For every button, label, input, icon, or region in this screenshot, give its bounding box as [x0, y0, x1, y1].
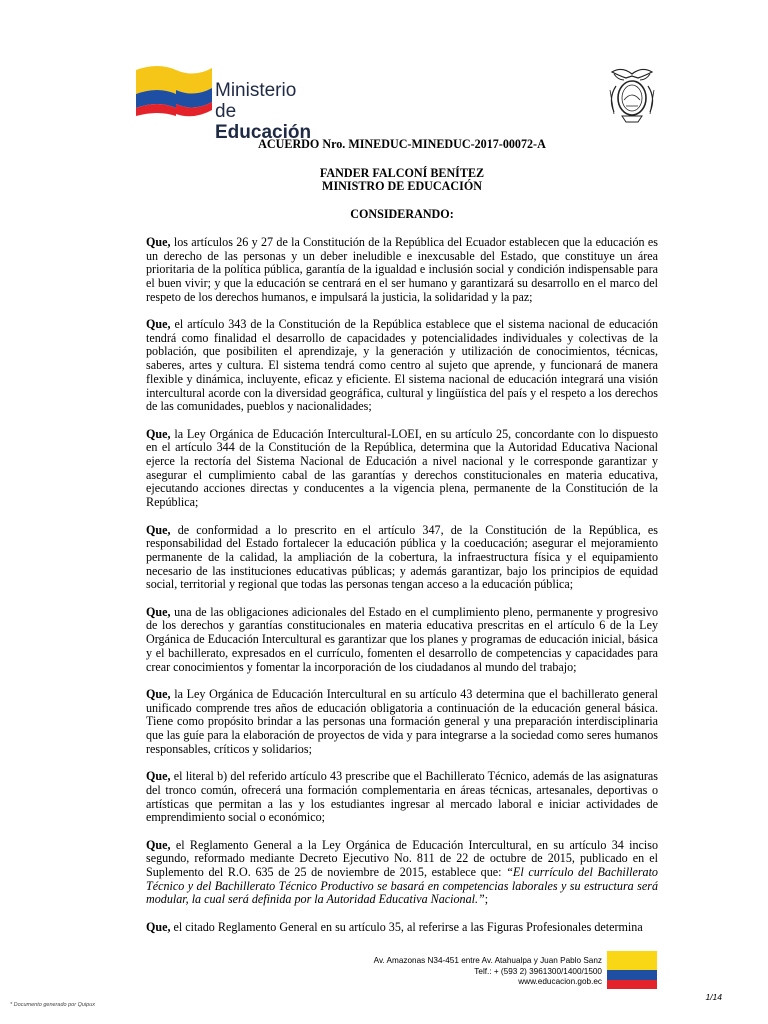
document-body: [146, 138, 658, 948]
footer-website[interactable]: www.educacion.gob.ec: [518, 977, 602, 986]
ministry-logo: [136, 58, 336, 143]
footer-address-block: [374, 956, 602, 988]
generated-note: * Documento generado por Quipux: [10, 1002, 95, 1008]
ecuador-flag-icon: [607, 951, 657, 989]
paragraph: Que, los artículos 26 y 27 de la Constitución de la República del Ecuador establecen que la educación es un derecho de las personas y un deber ineludible e inexcusable del Estado, que constituye un área prioritaria de la política pública, garantía de la igualdad e inclusión social y condición indispensable para el buen vivir; y que la educación se centrará en el ser humano y garantizará su desarrollo en el marco del respeto de los derechos humanos, e impulsará la justicia, la solidaridad y la paz;: [146, 234, 658, 304]
footer-address: Av. Amazonas N34-451 entre Av. Atahualpa y Juan Pablo Sanz: [373, 956, 602, 965]
logo-line-1: Ministerio: [215, 80, 297, 101]
ministry-logo-mark-icon: [136, 62, 214, 124]
coat-of-arms-icon: [604, 64, 660, 126]
ministry-logo-text: [215, 80, 336, 143]
acuerdo-number: ACUERDO Nro. MINEDUC-MINEDUC-2017-00072-A: [258, 137, 546, 151]
paragraph: Que, el literal b) del referido artículo 43 prescribe que el Bachillerato Técnico, además de las asignaturas del tronco común, ofrecerá una formación complementaria en áreas técnicas, artesanales, deportivas o artísticas que permitan a las y los estudiantes ingresar al mercado laboral e iniciar actividades de emprendimiento social o económico;: [146, 769, 658, 825]
paragraph: Que, una de las obligaciones adicionales del Estado en el cumplimiento pleno, permanente y progresivo de los derechos y garantías constitucionales en materia educativa prescritas en el artículo 6 de la Ley Orgánica de Educación Intercultural es garantizar que los planes y programas de educación inicial, básica y el bachillerato, expresados en el currículo, fomenten el desarrollo de competencias y capacidades para crear conocimientos y fomentar la incorporación de los ciudadanos al mundo del trabajo;: [146, 604, 658, 674]
paragraph: Que, la Ley Orgánica de Educación Intercultural en su artículo 43 determina que el bachillerato general unificado comprende tres años de educación obligatoria a continuación de la educación general básica. Tiene como propósito brindar a las personas una formación general y una preparación interdisciplinaria que las guíe para la elaboración de proyectos de vida y para integrarse a la sociedad como seres humanos responsables, críticos y solidarios;: [146, 686, 658, 756]
minister-name: FANDER FALCONÍ BENÍTEZ: [319, 165, 485, 180]
considerando-heading: CONSIDERANDO:: [350, 207, 454, 222]
paragraph: Que, el citado Reglamento General en su artículo 35, al referirse a las Figuras Profesionales determina: [146, 919, 643, 934]
paragraph: Que, el artículo 343 de la Constitución de la República establece que el sistema nacional de educación tendrá como finalidad el desarrollo de capacidades y potencialidades individuales y colectivas de la población, que posibiliten el aprendizaje, y la generación y utilización de conocimientos, técnicas, saberes, artes y cultura. El sistema tendrá como centro al sujeto que aprende, y funcionará de manera flexible y dinámica, incluyente, eficaz y eficiente. El sistema nacional de educación integrará una visión intercultural acorde con la diversidad geográfica, cultural y lingüística del país y el respeto a los derechos de las comunidades, pueblos y nacionalidades;: [146, 317, 658, 414]
paragraph: Que, el Reglamento General a la Ley Orgánica de Educación Intercultural, en su artículo 34 inciso segundo, reformado mediante Decreto Ejecutivo No. 811 de 22 de octubre de 2015, publicado en el Suplemento del R.O. 635 de 25 de noviembre de 2015, establece que: “El currículo del Bachillerato Técnico y del Bachillerato Técnico Productivo se basará en competencias laborales y su estructura será modular, la cual será definida por la Autoridad Educativa Nacional.”;: [146, 837, 658, 907]
paragraph: Que, de conformidad a lo prescrito en el artículo 347, de la Constitución de la República, es responsabilidad del Estado fortalecer la educación pública y la coeducación; asegurar el mejoramiento permanente de la calidad, la ampliación de la cobertura, la infraestructura física y el equipamiento necesario de las instituciones educativas públicas; y además garantizar, bajo los principios de equidad social, territorial y regional que todas las personas tengan acceso a la educación pública;: [146, 522, 658, 592]
page-number: 1/14: [705, 992, 722, 1002]
minister-title: MINISTRO DE EDUCACIÓN: [322, 179, 482, 194]
footer-phone: Telf.: + (593 2) 3961300/1400/1500: [474, 966, 602, 976]
logo-line-2: de Educación: [215, 101, 312, 143]
paragraph: Que, la Ley Orgánica de Educación Intercultural-LOEI, en su artículo 25, concordante con lo dispuesto en el artículo 344 de la Constitución de la República, determina que la Autoridad Educativa Nacional ejerce la rectoría del Sistema Nacional de Educación a nivel nacional y le corresponde garantizar y asegurar el cumplimiento cabal de las garantías y derechos constitucionales en materia educativa, ejecutando acciones directas y conducentes a la vigencia plena, permanente de la Constitución de la República;: [146, 426, 658, 510]
